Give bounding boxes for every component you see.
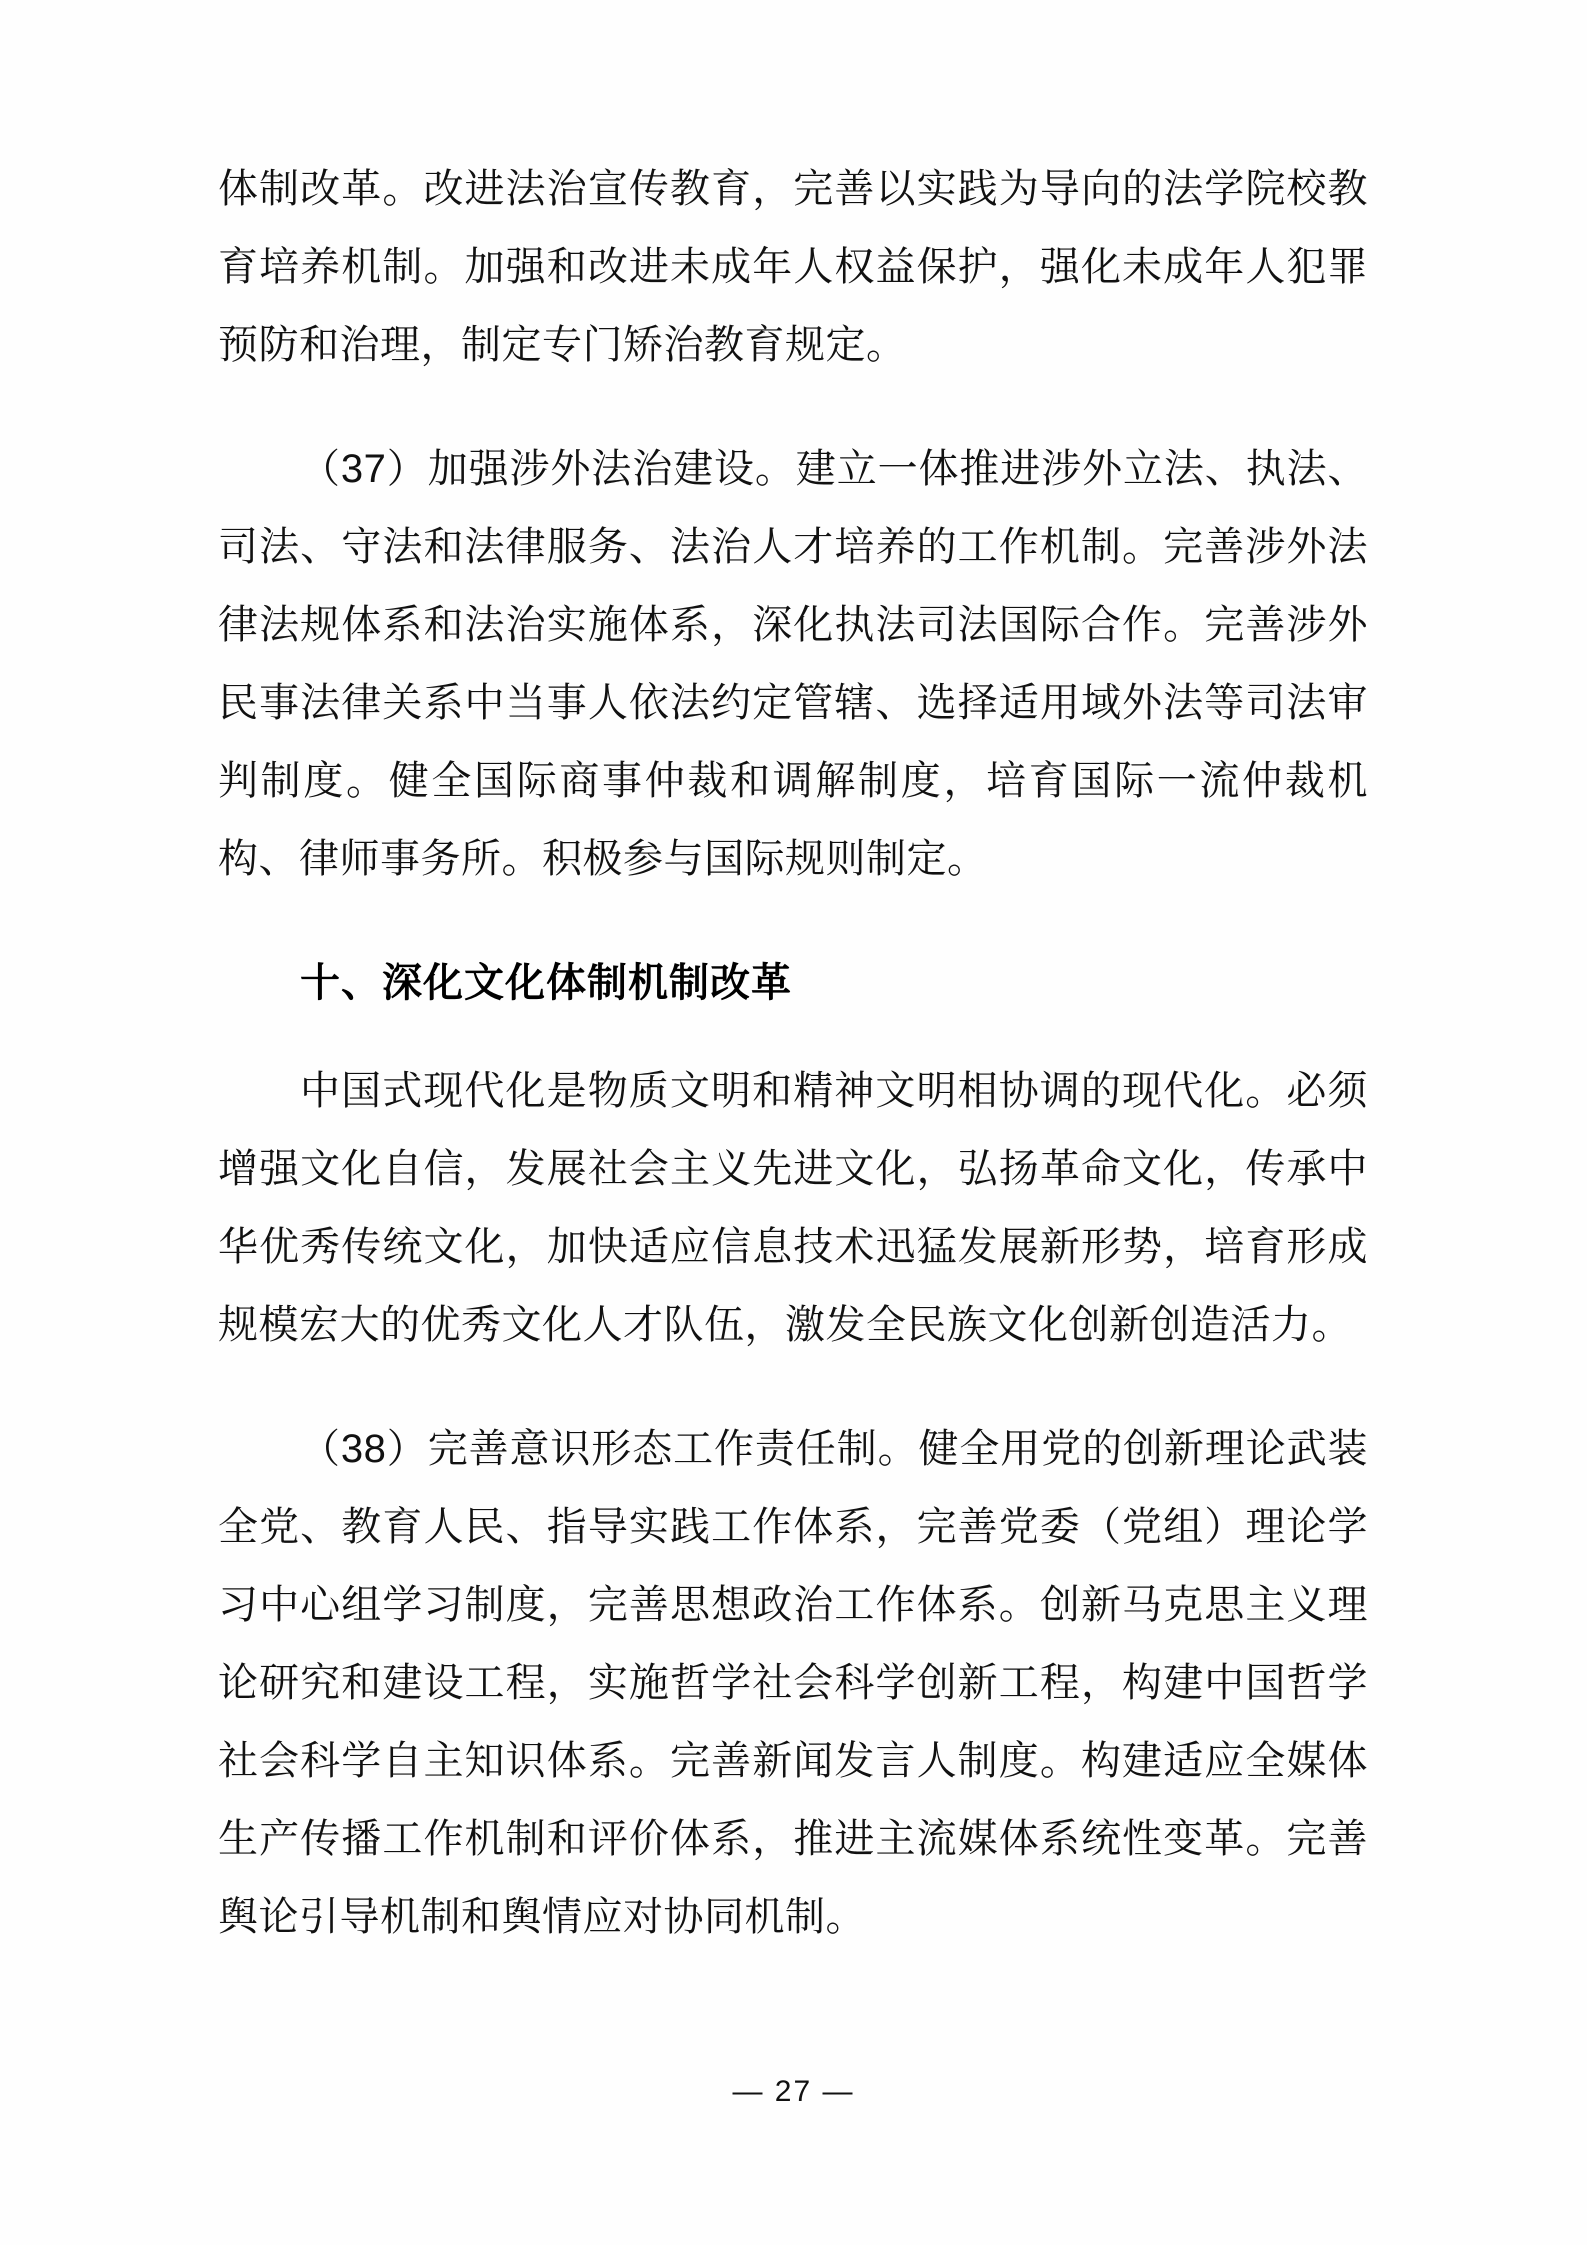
page-number: — 27 —	[732, 2075, 855, 2108]
paragraph-spacer	[218, 414, 1368, 430]
page-content	[218, 150, 1368, 1956]
section-heading-ten: 十、深化文化体制机制改革	[300, 961, 792, 1005]
paragraph-section-intro: 中国式现代化是物质文明和精神文明相协调的现代化。必须增强文化自信，发展社会主义先进文化，弘扬革命文化，传承中华优秀传统文化，加快适应信息技术迅猛发展新形势，培育形成规模宏大的优秀文化人才队伍，激发全民族文化创新创造活力。	[218, 1069, 1368, 1347]
paragraph-spacer-2	[218, 1394, 1368, 1410]
paragraph-continuation: 体制改革。改进法治宣传教育，完善以实践为导向的法学院校教育培养机制。加强和改进未成年人权益保护，强化未成年人犯罪预防和治理，制定专门矫治教育规定。	[218, 167, 1368, 367]
paragraph-item-37: （37）加强涉外法治建设。建立一体推进涉外立法、执法、司法、守法和法律服务、法治人才培养的工作机制。完善涉外法律法规体系和法治实施体系，深化执法司法国际合作。完善涉外民事法律关系中当事人依法约定管辖、选择适用域外法等司法审判制度。健全国际商事仲裁和调解制度，培育国际一流仲裁机构、律师事务所。积极参与国际规则制定。	[218, 447, 1368, 881]
paragraph-item-38: （38）完善意识形态工作责任制。健全用党的创新理论武装全党、教育人民、指导实践工作体系，完善党委（党组）理论学习中心组学习制度，完善思想政治工作体系。创新马克思主义理论研究和建设工程，实施哲学社会科学创新工程，构建中国哲学社会科学自主知识体系。完善新闻发言人制度。构建适应全媒体生产传播工作机制和评价体系，推进主流媒体系统性变革。完善舆论引导机制和舆情应对协同机制。	[218, 1427, 1368, 1939]
